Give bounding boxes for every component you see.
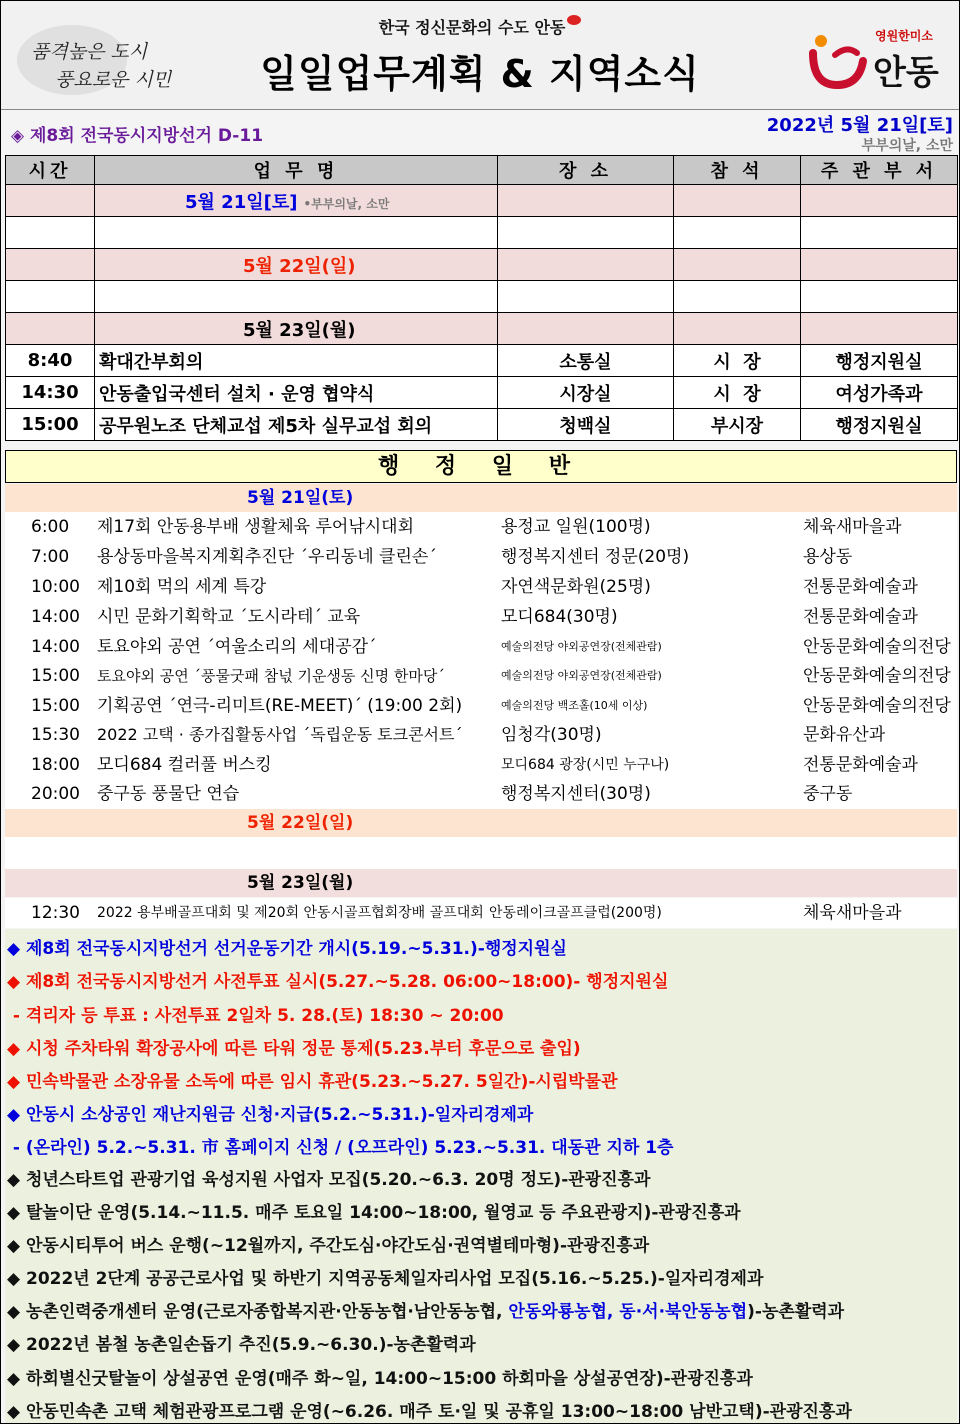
- day-row-21: [6, 185, 958, 217]
- admin-dept: 안동문화예술의전당: [803, 696, 951, 716]
- city-logo: [807, 25, 955, 95]
- admin-row: [5, 602, 957, 632]
- admin-time: 12:30: [31, 903, 80, 923]
- admin-row: [5, 720, 957, 750]
- admin-name: 용상동마을복지계획추진단 ´우리동네 클린손´: [97, 547, 437, 567]
- table-row: [6, 377, 958, 409]
- row-time: 15:00: [6, 409, 95, 441]
- admin-row: [5, 898, 957, 928]
- admin-time: 15:30: [31, 725, 80, 745]
- day-label-22: 5월 22일(일): [243, 255, 356, 277]
- admin-place: 안동레이크골프클럽(200명): [489, 905, 662, 921]
- row-place: 청백실: [498, 409, 674, 441]
- current-date: 2022년 5월 21일[토]: [766, 115, 953, 136]
- admin-place: 예술의전당 야외공연장(전체관람): [501, 640, 662, 653]
- header: [1, 1, 959, 110]
- header-time: 시간: [6, 156, 95, 185]
- admin-time: 14:00: [31, 637, 80, 657]
- day-note-21: •부부의날, 소만: [303, 196, 390, 211]
- admin-dept: 전통문화예술과: [803, 755, 918, 775]
- date-note: 부부의날, 소만: [861, 138, 953, 154]
- row-place: 시장실: [498, 377, 674, 409]
- admin-day-label-22: 5월 22일(일): [247, 813, 354, 833]
- subtitle-mark-icon: [567, 15, 581, 25]
- admin-empty-band: [5, 837, 957, 869]
- admin-place: 행정복지센터(30명): [501, 784, 651, 804]
- admin-dept: 체육새마을과: [803, 517, 902, 537]
- election-countdown: ◈ 제8회 전국동시지방선거 D-11: [11, 126, 264, 146]
- admin-row: [5, 572, 957, 602]
- notice-item: ◆ 2022년 봄철 농촌일손돕기 추진(5.9.~6.30.)-농촌활력과: [7, 1335, 476, 1355]
- admin-row: [5, 691, 957, 721]
- row-attend: 시 장: [674, 345, 801, 377]
- admin-row: [5, 512, 957, 542]
- admin-name: 중구동 풍물단 연습: [97, 784, 240, 804]
- admin-name: 모디684 컬러풀 버스킹: [97, 755, 272, 775]
- table-header-row: [6, 156, 958, 185]
- admin-dept: 중구동: [803, 784, 853, 804]
- empty-row: [6, 217, 958, 249]
- admin-place: 임청각(30명): [501, 725, 602, 745]
- admin-place: 모디684 광장(시민 누구나): [501, 757, 670, 773]
- admin-name: 토요야외 공연 ´여울소리의 세대공감´: [97, 637, 377, 657]
- notice-item: ◆ 안동시티투어 버스 운행(~12월까지, 주간도심·야간도심·권역별테마형)-관광진흥과: [7, 1236, 650, 1256]
- row-time: 14:30: [6, 377, 95, 409]
- admin-row: [5, 632, 957, 662]
- row-attend: 시 장: [674, 377, 801, 409]
- row-dept: 행정지원실: [801, 345, 958, 377]
- notice-text: )-농촌활력과: [747, 1302, 845, 1322]
- admin-row: [5, 661, 957, 691]
- notice-item: ◆ 시청 주차타워 확장공사에 따른 타워 정문 통제(5.23.부터 후문으로 출입): [7, 1039, 581, 1059]
- admin-dept: 용상동: [803, 547, 853, 567]
- row-place: 소통실: [498, 345, 674, 377]
- admin-time: 20:00: [31, 784, 80, 804]
- admin-name: 토요야외 공연 ´풍물굿패 참넋 기운생동 신명 한마당´: [97, 667, 445, 685]
- admin-time: 18:00: [31, 755, 80, 775]
- slogan-line-1: 품격높은 도시: [31, 41, 148, 63]
- schedule-table: [5, 155, 958, 441]
- smile-logo-icon: [807, 31, 869, 91]
- admin-row: [5, 779, 957, 809]
- admin-place: 자연색문화원(25명): [501, 577, 651, 597]
- empty-row: [6, 281, 958, 313]
- admin-name: 제17회 안동용부배 생활체육 루어낚시대회: [97, 517, 415, 537]
- row-dept: 행정지원실: [801, 409, 958, 441]
- notice-item: [7, 1297, 844, 1322]
- day-label-23: 5월 23일(월): [243, 319, 356, 341]
- admin-place: 모디684(30명): [501, 607, 618, 627]
- header-dept: 주 관 부 서: [801, 156, 958, 185]
- admin-time: 6:00: [31, 517, 70, 537]
- admin-dept: 안동문화예술의전당: [803, 666, 951, 686]
- admin-name: 시민 문화기획학교 ´도시라테´ 교육: [97, 607, 361, 627]
- header-task: 업 무 명: [95, 156, 498, 185]
- admin-place: 행정복지센터 정문(20명): [501, 547, 690, 567]
- row-time: 8:40: [6, 345, 95, 377]
- notice-item: ◆ 하회별신굿탈놀이 상설공연 운영(매주 화~일, 14:00~15:00 하회마을 상설공연장)-관광진흥과: [7, 1369, 753, 1389]
- admin-row: [5, 542, 957, 572]
- row-task: 확대간부회의: [95, 345, 498, 377]
- day-row-23: [6, 313, 958, 345]
- admin-dept: 문화유산과: [803, 725, 886, 745]
- admin-name: 제10회 먹의 세계 특강: [97, 577, 267, 597]
- notice-item: ◆ 청년스타트업 관광기업 육성지원 사업자 모집(5.20.~6.3. 20명 정도)-관광진흥과: [7, 1170, 651, 1190]
- admin-time: 7:00: [31, 547, 70, 567]
- admin-name: 기획공연 ´연극-리미트(RE-MEET)´ (19:00 2회): [97, 696, 463, 716]
- admin-time: 10:00: [31, 577, 80, 597]
- admin-name: 2022 고택 · 종가집활동사업 ´독립운동 토크콘서트´: [97, 725, 463, 744]
- admin-place: 예술의전당 백조홀(10세 이상): [501, 699, 648, 712]
- notice-item: ◆ 안동민속촌 고택 체험관광프로그램 운영(~6.26. 매주 토·일 및 공휴일 13:00~18:00 남반고택)-관광진흥과: [7, 1402, 852, 1422]
- notice-item: ◆ 안동시 소상공인 재난지원금 신청·지급(5.2.~5.31.)-일자리경제과: [7, 1105, 534, 1125]
- notices: [5, 929, 957, 1423]
- admin-place: 용정교 일원(100명): [501, 517, 651, 537]
- day-row-22: [6, 249, 958, 281]
- admin-day-21: [5, 484, 957, 512]
- notice-item: - (온라인) 5.2.~5.31. 市 홈페이지 신청 / (오프라인) 5.23.~5.31. 대동관 지하 1층: [7, 1138, 674, 1158]
- admin-day-label-21: 5월 21일(토): [247, 488, 354, 508]
- row-dept: 여성가족과: [801, 377, 958, 409]
- notice-item: ◆ 제8회 전국동시지방선거 선거운동기간 개시(5.19.~5.31.)-행정지원실: [7, 939, 567, 959]
- admin-day-23: [5, 869, 957, 897]
- notice-item: - 격리자 등 투표 : 사전투표 2일차 5. 28.(토) 18:30 ~ 20:00: [7, 1006, 504, 1026]
- logo-name: 안동: [873, 53, 939, 93]
- logo-tagline: 영원한미소: [875, 29, 933, 43]
- admin-dept: 전통문화예술과: [803, 607, 918, 627]
- table-row: [6, 345, 958, 377]
- notice-text: ◆ 농촌인력중개센터 운영(근로자종합복지관·안동농협·남안동농협,: [7, 1302, 509, 1322]
- admin-day-22: [5, 809, 957, 837]
- row-task: 안동출입국센터 설치 · 운영 협약식: [95, 377, 498, 409]
- row-task: 공무원노조 단체교섭 제5차 실무교섭 회의: [95, 409, 498, 441]
- row-attend: 부시장: [674, 409, 801, 441]
- admin-time: 14:00: [31, 607, 80, 627]
- admin-name: 2022 용부배골프대회 및 제20회 안동시골프협회장배 골프대회: [97, 905, 484, 921]
- admin-time: 15:00: [31, 666, 80, 686]
- admin-section-title: 행 정 일 반: [5, 450, 957, 483]
- admin-dept: 전통문화예술과: [803, 577, 918, 597]
- subtitle-text: 한국 정신문화의 수도 안동: [378, 18, 566, 37]
- admin-row: [5, 750, 957, 780]
- page-title: 일일업무계획 & 지역소식: [260, 52, 700, 96]
- day-label-21: 5월 21일[토]: [185, 191, 298, 213]
- admin-day-label-23: 5월 23일(월): [247, 873, 354, 893]
- notice-item: ◆ 제8회 전국동시지방선거 사전투표 실시(5.27.~5.28. 06:00~18:00)- 행정지원실: [7, 972, 669, 992]
- header-attend: 참 석: [674, 156, 801, 185]
- admin-dept: 안동문화예술의전당: [803, 637, 951, 657]
- admin-place: 예술의전당 야외공연장(전체관람): [501, 669, 662, 682]
- notice-item: ◆ 2022년 2단계 공공근로사업 및 하반기 지역공동체일자리사업 모집(5.16.~5.25.)-일자리경제과: [7, 1269, 764, 1289]
- slogan-line-2: 풍요로운 시민: [55, 69, 172, 91]
- admin-time: 15:00: [31, 696, 80, 716]
- notice-highlight: 안동와룡농협, 동·서·북안동농협: [508, 1302, 748, 1322]
- table-row: [6, 409, 958, 441]
- notice-item: ◆ 탈놀이단 운영(5.14.~11.5. 매주 토요일 14:00~18:00, 월영교 등 주요관광지)-관광진흥과: [7, 1203, 741, 1223]
- header-place: 장 소: [498, 156, 674, 185]
- admin-dept: 체육새마을과: [803, 903, 902, 923]
- notice-item: ◆ 민속박물관 소장유물 소독에 따른 임시 휴관(5.23.~5.27. 5일간)-시립박물관: [7, 1072, 618, 1092]
